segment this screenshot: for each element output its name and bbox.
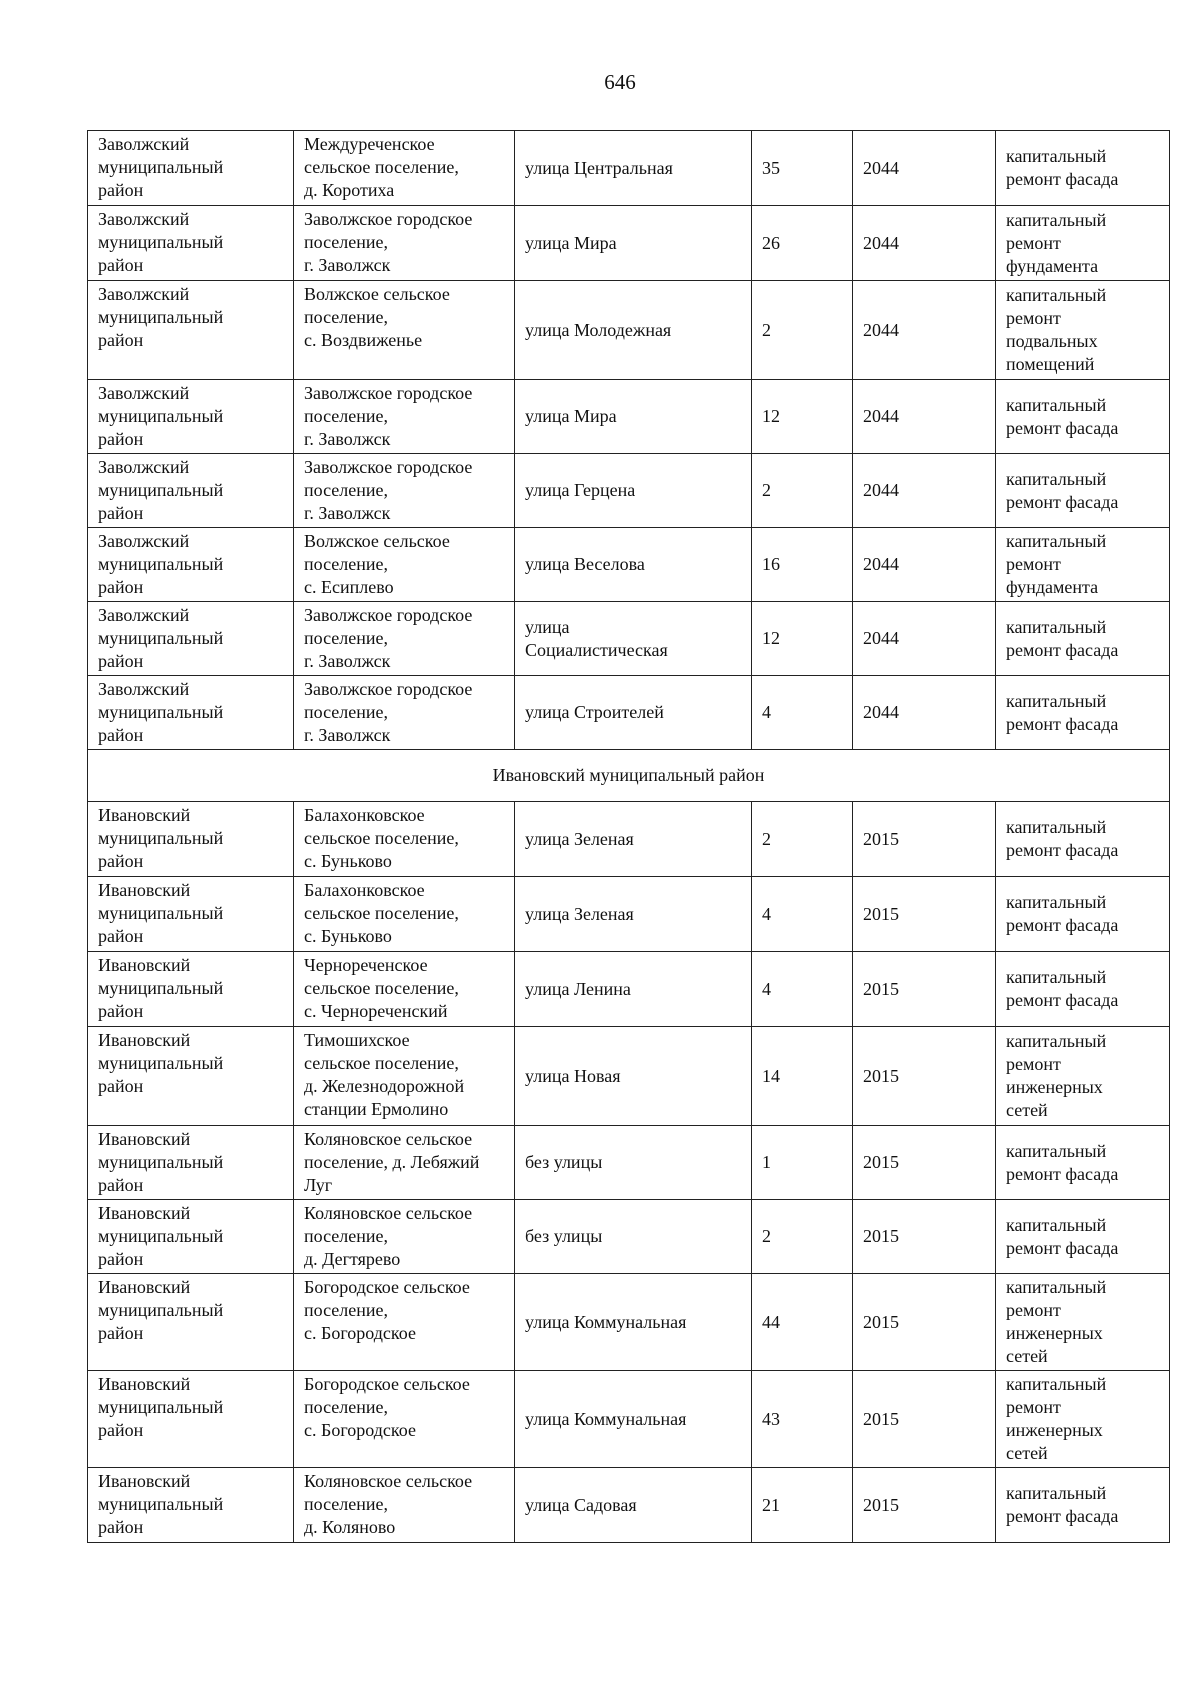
year-cell: 2044: [853, 380, 996, 454]
district-cell: Заволжский муниципальный район: [88, 281, 294, 380]
year-cell: 2015: [853, 802, 996, 877]
year-cell: 2044: [853, 454, 996, 528]
house-number-cell: 14: [752, 1027, 853, 1126]
settlement-cell: Коляновское сельское поселение, д. Коляново: [294, 1468, 515, 1543]
street-cell: без улицы: [515, 1200, 752, 1274]
year-cell: 2015: [853, 1200, 996, 1274]
house-number-cell: 16: [752, 528, 853, 602]
settlement-cell: Междуреченское сельское поселение, д. Коротиха: [294, 131, 515, 206]
settlement-cell: Тимошихское сельское поселение, д. Железнодорожной станции Ермолино: [294, 1027, 515, 1126]
table-row: [88, 602, 1170, 676]
district-cell: Заволжский муниципальный район: [88, 676, 294, 750]
district-cell: Заволжский муниципальный район: [88, 454, 294, 528]
house-number-cell: 26: [752, 206, 853, 281]
table-row: [88, 1468, 1170, 1543]
street-cell: улица Коммунальная: [515, 1371, 752, 1468]
district-cell: Ивановский муниципальный район: [88, 1274, 294, 1371]
work-type-cell: капитальный ремонт инженерных сетей: [996, 1274, 1170, 1371]
district-cell: Ивановский муниципальный район: [88, 877, 294, 952]
district-cell: Заволжский муниципальный район: [88, 131, 294, 206]
street-cell: улица Зеленая: [515, 877, 752, 952]
street-cell: улица Мира: [515, 380, 752, 454]
page-number: 646: [604, 70, 636, 94]
table-row: [88, 952, 1170, 1027]
house-number-cell: 44: [752, 1274, 853, 1371]
street-cell: улица Строителей: [515, 676, 752, 750]
table-row: [88, 1200, 1170, 1274]
district-cell: Ивановский муниципальный район: [88, 952, 294, 1027]
work-type-cell: капитальный ремонт подвальных помещений: [996, 281, 1170, 380]
settlement-cell: Богородское сельское поселение, с. Богородское: [294, 1274, 515, 1371]
work-type-cell: капитальный ремонт фасада: [996, 877, 1170, 952]
settlement-cell: Коляновское сельское поселение, д. Дегтярево: [294, 1200, 515, 1274]
work-type-cell: капитальный ремонт инженерных сетей: [996, 1371, 1170, 1468]
work-type-cell: капитальный ремонт фасада: [996, 1468, 1170, 1543]
street-cell: улица Ленина: [515, 952, 752, 1027]
year-cell: 2015: [853, 1371, 996, 1468]
district-cell: Заволжский муниципальный район: [88, 602, 294, 676]
house-number-cell: 1: [752, 1126, 853, 1200]
rows-after-section: [88, 802, 1170, 1543]
street-cell: улица Садовая: [515, 1468, 752, 1543]
district-cell: Ивановский муниципальный район: [88, 1027, 294, 1126]
settlement-cell: Заволжское городское поселение, г. Заволжск: [294, 206, 515, 281]
rows-before-section: [88, 131, 1170, 750]
house-number-cell: 2: [752, 454, 853, 528]
house-number-cell: 43: [752, 1371, 853, 1468]
district-cell: Ивановский муниципальный район: [88, 1371, 294, 1468]
settlement-cell: Заволжское городское поселение, г. Заволжск: [294, 676, 515, 750]
table-row: [88, 281, 1170, 380]
work-type-cell: капитальный ремонт фасада: [996, 676, 1170, 750]
district-cell: Ивановский муниципальный район: [88, 802, 294, 877]
work-type-cell: капитальный ремонт фасада: [996, 380, 1170, 454]
house-number-cell: 4: [752, 952, 853, 1027]
settlement-cell: Волжское сельское поселение, с. Воздвиженье: [294, 281, 515, 380]
street-cell: улица Молодежная: [515, 281, 752, 380]
table-row: [88, 131, 1170, 206]
house-number-cell: 2: [752, 802, 853, 877]
repair-register-table: [87, 130, 1170, 1543]
house-number-cell: 4: [752, 877, 853, 952]
table-row: [88, 802, 1170, 877]
street-cell: без улицы: [515, 1126, 752, 1200]
section-header-row: [88, 750, 1170, 802]
table-row: [88, 528, 1170, 602]
settlement-cell: Чернореченское сельское поселение, с. Чернореченский: [294, 952, 515, 1027]
district-cell: Ивановский муниципальный район: [88, 1200, 294, 1274]
house-number-cell: 12: [752, 602, 853, 676]
district-cell: Ивановский муниципальный район: [88, 1126, 294, 1200]
table-row: [88, 380, 1170, 454]
table-row: [88, 1027, 1170, 1126]
settlement-cell: Волжское сельское поселение, с. Есиплево: [294, 528, 515, 602]
work-type-cell: капитальный ремонт фасада: [996, 952, 1170, 1027]
work-type-cell: капитальный ремонт фасада: [996, 131, 1170, 206]
district-cell: Ивановский муниципальный район: [88, 1468, 294, 1543]
settlement-cell: Заволжское городское поселение, г. Заволжск: [294, 602, 515, 676]
table-row: [88, 676, 1170, 750]
settlement-cell: Заволжское городское поселение, г. Заволжск: [294, 454, 515, 528]
street-cell: улица Веселова: [515, 528, 752, 602]
house-number-cell: 21: [752, 1468, 853, 1543]
year-cell: 2044: [853, 602, 996, 676]
table-row: [88, 1274, 1170, 1371]
year-cell: 2044: [853, 676, 996, 750]
settlement-cell: Заволжское городское поселение, г. Заволжск: [294, 380, 515, 454]
settlement-cell: Балахонковское сельское поселение, с. Буньково: [294, 877, 515, 952]
house-number-cell: 35: [752, 131, 853, 206]
district-cell: Заволжский муниципальный район: [88, 380, 294, 454]
year-cell: 2015: [853, 877, 996, 952]
year-cell: 2044: [853, 528, 996, 602]
street-cell: улица Герцена: [515, 454, 752, 528]
street-cell: улица Мира: [515, 206, 752, 281]
street-cell: улица Коммунальная: [515, 1274, 752, 1371]
settlement-cell: Богородское сельское поселение, с. Богородское: [294, 1371, 515, 1468]
year-cell: 2015: [853, 1027, 996, 1126]
work-type-cell: капитальный ремонт фасада: [996, 1126, 1170, 1200]
table-row: [88, 454, 1170, 528]
work-type-cell: капитальный ремонт фасада: [996, 802, 1170, 877]
street-cell: улица Центральная: [515, 131, 752, 206]
work-type-cell: капитальный ремонт фундамента: [996, 528, 1170, 602]
street-cell: улица Новая: [515, 1027, 752, 1126]
work-type-cell: капитальный ремонт фасада: [996, 1200, 1170, 1274]
year-cell: 2015: [853, 1126, 996, 1200]
house-number-cell: 4: [752, 676, 853, 750]
year-cell: 2015: [853, 952, 996, 1027]
table-row: [88, 877, 1170, 952]
settlement-cell: Балахонковское сельское поселение, с. Буньково: [294, 802, 515, 877]
settlement-cell: Коляновское сельское поселение, д. Лебяжий Луг: [294, 1126, 515, 1200]
table-row: [88, 1371, 1170, 1468]
house-number-cell: 12: [752, 380, 853, 454]
street-cell: улица Зеленая: [515, 802, 752, 877]
work-type-cell: капитальный ремонт инженерных сетей: [996, 1027, 1170, 1126]
work-type-cell: капитальный ремонт фундамента: [996, 206, 1170, 281]
year-cell: 2044: [853, 131, 996, 206]
district-cell: Заволжский муниципальный район: [88, 528, 294, 602]
year-cell: 2044: [853, 206, 996, 281]
house-number-cell: 2: [752, 281, 853, 380]
house-number-cell: 2: [752, 1200, 853, 1274]
district-cell: Заволжский муниципальный район: [88, 206, 294, 281]
table-row: [88, 206, 1170, 281]
street-cell: улица Социалистическая: [515, 602, 752, 676]
section-title: Ивановский муниципальный район: [88, 750, 1170, 802]
year-cell: 2015: [853, 1274, 996, 1371]
year-cell: 2015: [853, 1468, 996, 1543]
table-row: [88, 1126, 1170, 1200]
work-type-cell: капитальный ремонт фасада: [996, 602, 1170, 676]
work-type-cell: капитальный ремонт фасада: [996, 454, 1170, 528]
year-cell: 2044: [853, 281, 996, 380]
